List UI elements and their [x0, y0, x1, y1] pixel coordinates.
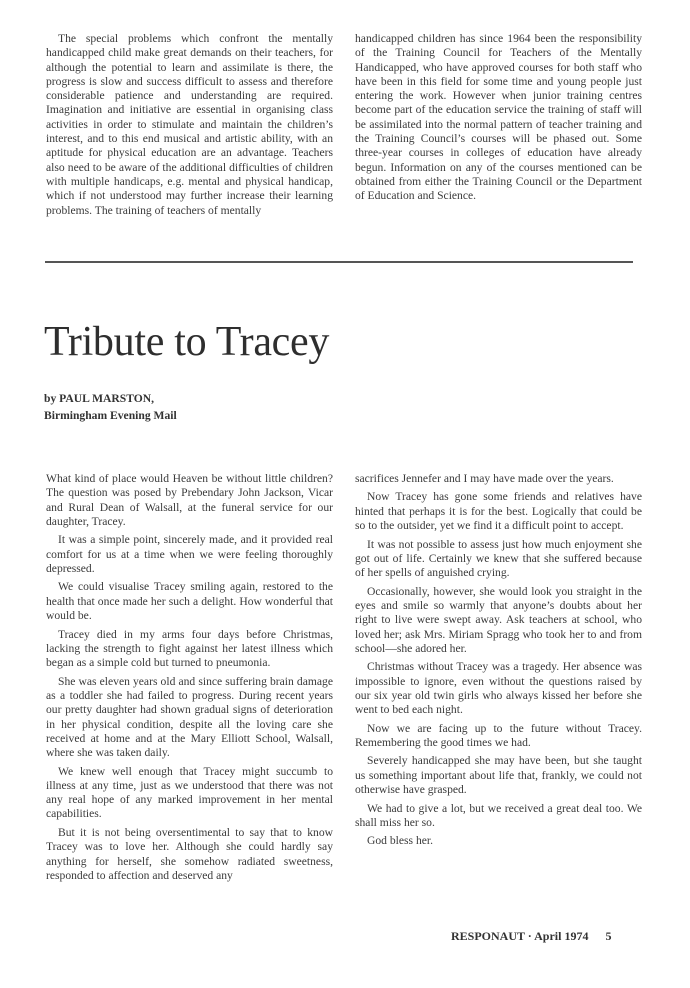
previous-article-right-column [355, 32, 642, 204]
article-paragraph: It was a simple point, sincerely made, and it provided real comfort for us at a time when we were feeling thoroughly depressed. [46, 533, 333, 575]
article-paragraph: It was not possible to assess just how much enjoyment she got out of life. Certainly we knew that she suffered because of her spells of anguished crying. [355, 537, 642, 580]
article-paragraph: God bless her. [367, 834, 434, 848]
previous-article-left-column [46, 32, 333, 218]
article-paragraph: sacrifices Jennefer and I may have made over the years. [355, 472, 614, 485]
article-paragraph: We could visualise Tracey smiling again, restored to the health that once made her such a delight. How wonderful that would be. [46, 580, 333, 623]
publication-info: RESPONAUT · April 1974 [451, 929, 589, 943]
article-paragraph: We knew well enough that Tracey might succumb to illness at any time, just as we understood that there was not any real hope of any marked improvement in her mental capabilities. [46, 764, 333, 821]
article-paragraph: But it is not being oversentimental to say that to know Tracey was to love her. Although she could hardly say anything for herself, she somehow radiated sweetness, responded to affection and deserved any [46, 825, 333, 882]
previous-article-paragraph: handicapped children has since 1964 been the responsibility of the Training Council for Teachers of the Mentally Handicapped, who have approved courses for both staff who have been in this field for some time and young people just entering the work. However when junior training centres become part of the education service the training of staff will be assimilated into the normal pattern of teacher training and the Training Council’s courses will be phased out. Some three-year courses in colleges of education have already begun. Information on any of the courses mentioned can be obtained from either the Training Council or the Department of Education and Science. [355, 32, 642, 203]
article-paragraph: She was eleven years old and since suffering brain damage as a toddler she had failed to progress. During recent years our pretty daughter had shown gradual signs of deterioration in her physical condition, despite all the loving care she received at home and at the Mary Elliott School, Walsall, where she was taken daily. [46, 674, 333, 760]
article-paragraph: Tracey died in my arms four days before Christmas, lacking the strength to fight against her latest illness which began as a simple cold but turned to pneumonia. [46, 627, 333, 670]
page-footer [451, 929, 611, 944]
section-divider [45, 261, 633, 263]
byline [44, 391, 177, 424]
article-paragraph: Now Tracey has gone some friends and relatives have hinted that perhaps it is for the best. Logically that could be so to the outsider, yet we find it a difficult point to accept. [355, 490, 642, 533]
article-paragraph: Now we are facing up to the future without Tracey. Remembering the good times we had. [355, 721, 642, 749]
article-paragraph: What kind of place would Heaven be without little children? The question was posed by Prebendary John Jackson, Vicar and Rural Dean of Walsall, at the funeral service for our daughter, Tracey. [46, 472, 333, 528]
article-paragraph: Occasionally, however, she would look you straight in the eyes and smile so warmly that anyone’s doubts about her right to live were swept away. Ask teachers at school, who loved her; ask Mrs. Miriam Spragg who took her to and from school—she adored her. [355, 584, 642, 655]
article-paragraph: We had to give a lot, but we received a great deal too. We shall miss her so. [355, 801, 642, 829]
article-left-column [46, 472, 333, 887]
article-right-column [355, 472, 642, 853]
article-paragraph: Severely handicapped she may have been, but she taught us something important about life that, frankly, we could not otherwise have grasped. [355, 754, 642, 797]
previous-article-paragraph: The special problems which confront the mentally handicapped child make great demands on their teachers, for although the potential to learn and assimilate is there, the progress is slow and success difficult to assess and therefore considerable patience and understanding are required. Imagination and initiative are essential in organising class activities in order to stimulate and maintain the children’s interest, and to this end musical and artistic ability, with an aptitude for physical education are an advantage. Teachers also need to be aware of the additional difficulties of children with multiple handicaps, e.g. mental and physical handicap, which if not understood may further increase their learning problems. The training of teachers of mentally [46, 32, 333, 217]
article-paragraph: Christmas without Tracey was a tragedy. Her absence was impossible to ignore, even without the questions raised by our six year old twin girls who always kissed her before she went to bed each night. [355, 660, 642, 717]
article-title: Tribute to Tracey [44, 319, 330, 365]
byline-source: Birmingham Evening Mail [44, 408, 177, 422]
page-number: 5 [605, 929, 612, 943]
byline-author: by PAUL MARSTON, [44, 392, 155, 405]
